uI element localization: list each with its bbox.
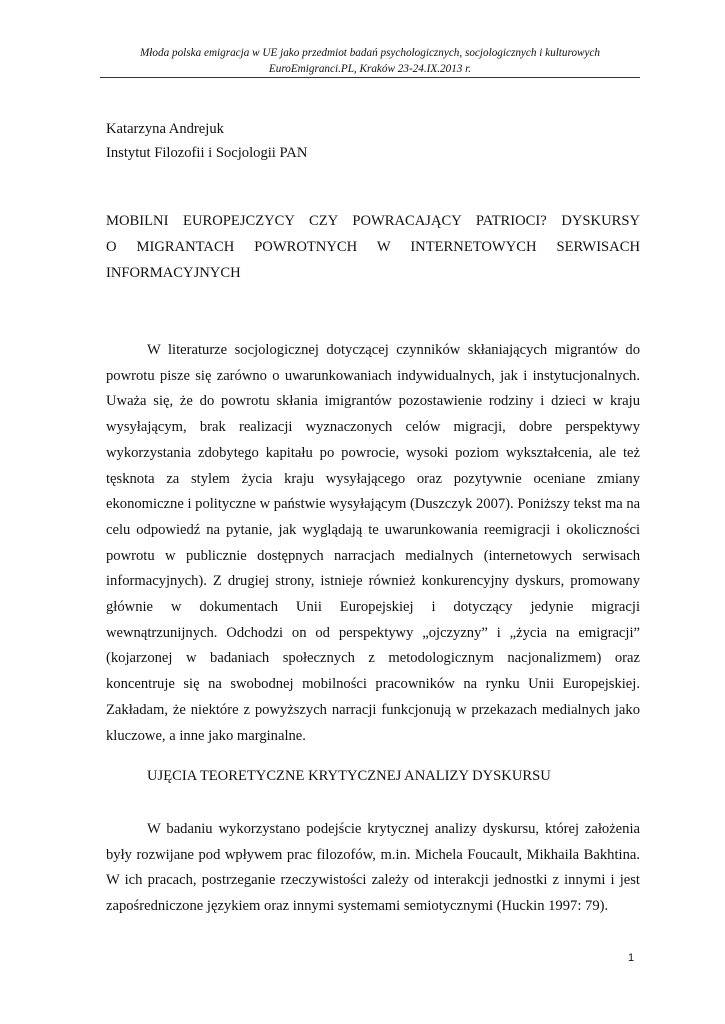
paragraph-line: informacyjnych). Z drugiej strony, istnieje również konkurencyjny dyskurs, promowany <box>106 573 640 590</box>
paragraph-line: powrotu pisze się zarówno o uwarunkowaniach indywidualnych, jak i instytucjonalnych. <box>106 367 640 384</box>
header-divider <box>100 77 640 78</box>
paragraph-line: wewnątrzunijnych. Odchodzi on od perspektywy „ojczyzny” i „życia na emigracji” <box>106 624 640 641</box>
paragraph-line: W badaniu wykorzystano podejście krytycznej analizy dyskursu, której założenia <box>147 821 640 837</box>
paragraph-line: głównie w dokumentach Unii Europejskiej i dotyczący jedynie migracji <box>106 599 640 616</box>
paragraph-line: Uważa się, że do powrotu skłania imigrantów pozostawienie rodziny i dzieci w kraju <box>106 393 640 410</box>
paragraph-line: koncentruje się na swobodnej mobilności pracowników na rynku Unii Europejskiej. <box>106 676 640 693</box>
paragraph-line: kluczowe, a inne jako marginalne. <box>106 727 306 744</box>
paragraph-line: tęsknota za stylem życia kraju wysyłającego oraz pozytywnie oceniane zmiany <box>106 470 640 487</box>
paragraph-line: były rozwijane pod wpływem prac filozofów, m.in. Michela Foucault, Mikhaila Bakhtina. <box>106 846 640 863</box>
paragraph-line: W ich pracach, postrzeganie rzeczywistości zależy od interakcji jednostki z innymi i jest <box>106 872 640 889</box>
paragraph-1 <box>106 338 640 749</box>
paragraph-line: wykorzystania zdobytego kapitału po powrocie, wysoki poziom wykształcenia, ale też <box>106 444 640 461</box>
page-number: 1 <box>628 952 635 964</box>
paragraph-line: zapośredniczone językiem oraz innymi systemami semiotycznymi (Huckin 1997: 79). <box>106 898 609 915</box>
title-line: MOBILNI EUROPEJCZYCY CZY POWRACAJĄCY PATRIOCI? DYSKURSY <box>106 213 640 229</box>
paragraph-line: W literaturze socjologicznej dotyczącej czynników skłaniających migrantów do <box>147 342 640 358</box>
paragraph-line: ekonomiczne i polityczne w państwie wysyłającym (Duszczyk 2007). Poniższy tekst ma na <box>106 496 641 513</box>
paragraph-line: Zakładam, że niektóre z powyższych narracji funkcjonują w przekazach medialnych jako <box>106 701 640 718</box>
paragraph-line: celu odpowiedź na pytanie, jak wyglądają te uwarunkowania reemigracji i okoliczności <box>106 521 640 538</box>
title-line: O MIGRANTACH POWROTNYCH W INTERNETOWYCH SERWISACH <box>106 239 640 255</box>
paragraph-line: wysyłającym, brak realizacji wyznaczonych celów migracji, dobre perspektywy <box>106 419 640 436</box>
running-header <box>100 45 640 77</box>
paper-title <box>106 208 640 286</box>
title-line: INFORMACYJNYCH <box>106 265 241 281</box>
paragraph-2 <box>106 817 640 920</box>
header-line-1: Młoda polska emigracja w UE jako przedmiot badań psychologicznych, socjologicznych i kulturowych <box>139 47 601 59</box>
author-block <box>106 117 646 165</box>
author-affiliation: Instytut Filozofii i Socjologii PAN <box>106 145 308 161</box>
section-heading: UJĘCIA TEORETYCZNE KRYTYCZNEJ ANALIZY DYSKURSU <box>147 768 551 784</box>
author-name: Katarzyna Andrejuk <box>106 121 224 137</box>
paragraph-line: powrotu w publicznie dostępnych narracjach medialnych (internetowych serwisach <box>106 547 640 564</box>
header-line-2: EuroEmigranci.PL, Kraków 23-24.IX.2013 r. <box>268 63 472 75</box>
paragraph-line: (kojarzonej w badaniach społecznych z metodologicznym nacjonalizmem) oraz <box>106 650 640 667</box>
